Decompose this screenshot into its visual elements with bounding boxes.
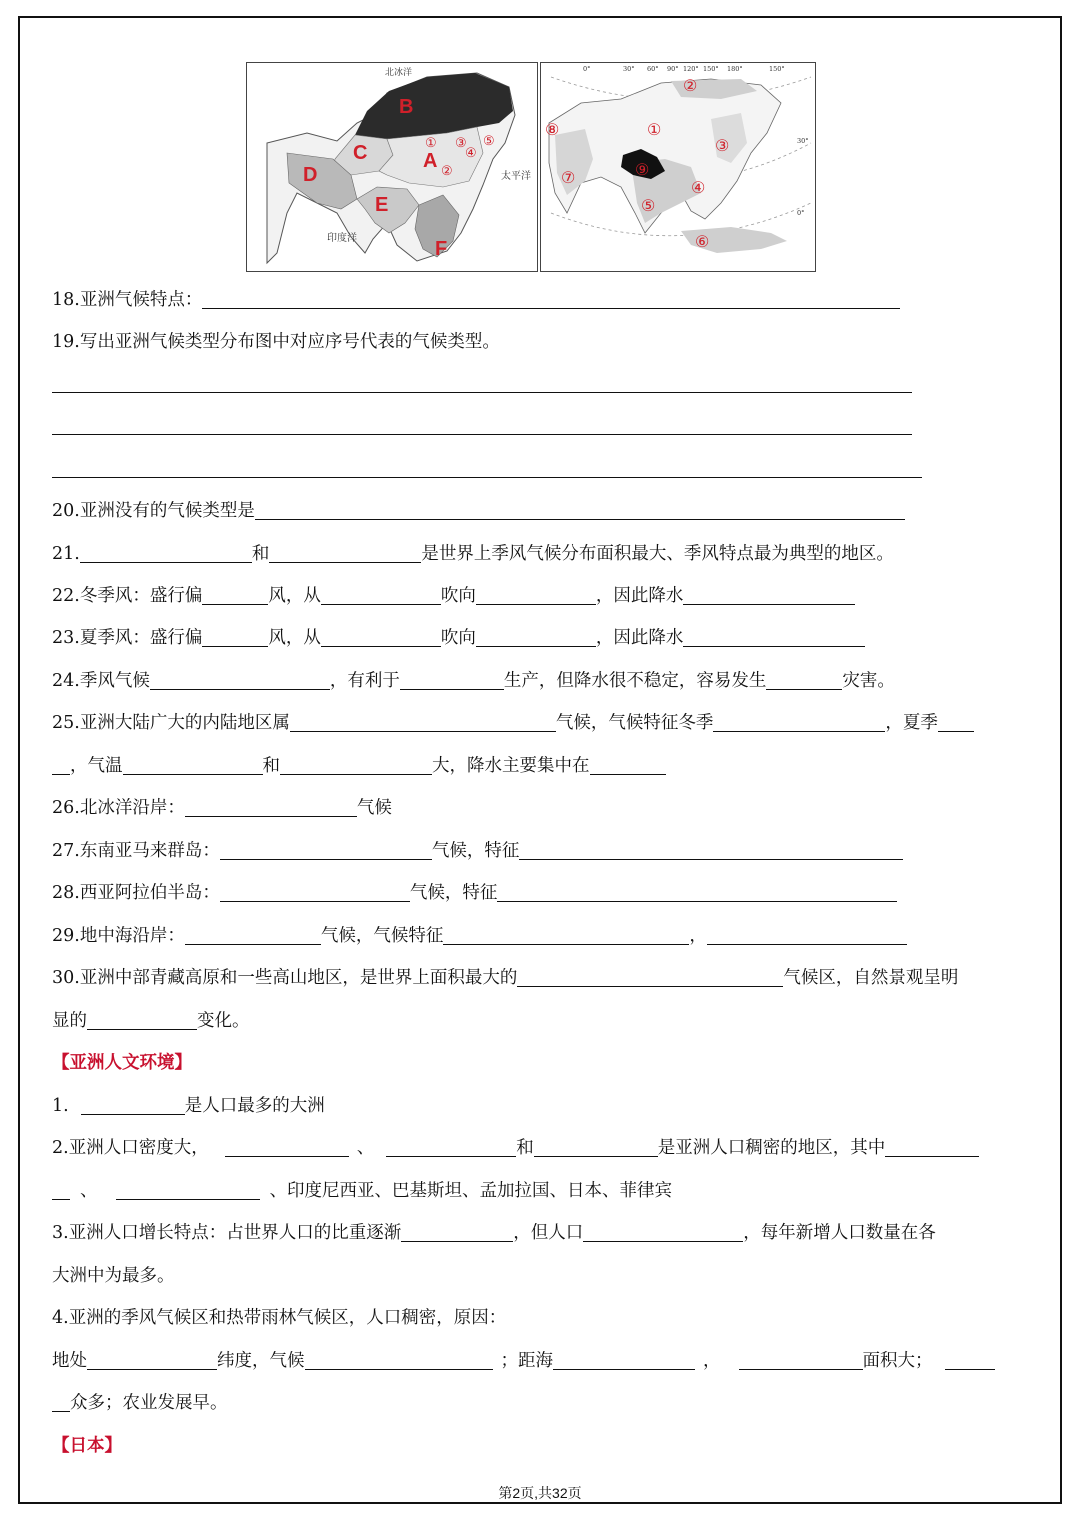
region-letter-b: B bbox=[399, 96, 414, 118]
arctic-ocean-label: 北冰洋 bbox=[385, 68, 413, 78]
human-question-2: 2.亚洲人口密度大， 、 和 是亚洲人口稠密的地区，其中 bbox=[52, 1136, 979, 1160]
answer-blank[interactable] bbox=[220, 883, 410, 902]
human-question-4: 4.亚洲的季风气候区和热带雨林气候区，人口稠密，原因： bbox=[52, 1308, 507, 1328]
answer-blank[interactable] bbox=[52, 1393, 70, 1412]
answer-blank[interactable] bbox=[290, 713, 556, 732]
answer-blank[interactable] bbox=[519, 841, 903, 860]
page-number: 第2页,共32页 bbox=[498, 1485, 582, 1501]
zone-number-6: ⑥ bbox=[695, 232, 710, 251]
answer-blank[interactable] bbox=[497, 883, 897, 902]
answer-blank[interactable] bbox=[885, 1138, 979, 1157]
answer-blank[interactable] bbox=[476, 586, 596, 605]
answer-blank[interactable] bbox=[400, 671, 504, 690]
asia-climate-map-drawing bbox=[541, 63, 815, 271]
answer-blank[interactable] bbox=[321, 586, 441, 605]
answer-blank[interactable] bbox=[517, 968, 783, 987]
degree-label-0n: 0° bbox=[797, 209, 805, 217]
human-question-2-cont: 、 、印度尼西亚、巴基斯坦、孟加拉国、日本、菲律宾 bbox=[52, 1179, 672, 1203]
answer-blank[interactable] bbox=[583, 1223, 743, 1242]
degree-label-150w: 150° bbox=[769, 65, 785, 73]
answer-blank[interactable] bbox=[116, 1181, 260, 1200]
question-27: 27.东南亚马来群岛： 气候，特征 bbox=[52, 839, 903, 863]
answer-line[interactable] bbox=[52, 434, 912, 435]
answer-blank[interactable] bbox=[534, 1138, 658, 1157]
question-24: 24.季风气候 ，有利于 生产，但降水很不稳定，容易发生 灾害。 bbox=[52, 671, 895, 691]
degree-label-150: 150° bbox=[703, 65, 719, 73]
question-18: 18.亚洲气候特点： bbox=[52, 288, 900, 312]
answer-blank[interactable] bbox=[945, 1351, 995, 1370]
pacific-ocean-label: 太平洋 bbox=[501, 171, 531, 182]
answer-blank[interactable] bbox=[80, 544, 252, 563]
answer-blank[interactable] bbox=[52, 756, 70, 775]
answer-blank[interactable] bbox=[305, 1351, 493, 1370]
degree-label-90: 90° bbox=[667, 65, 679, 73]
degree-label-120: 120° bbox=[683, 65, 699, 73]
question-19: 19.写出亚洲气候类型分布图中对应序号代表的气候类型。 bbox=[52, 332, 500, 352]
answer-blank[interactable] bbox=[225, 1138, 349, 1157]
indian-ocean-label: 印度洋 bbox=[327, 233, 357, 244]
degree-label-60: 60° bbox=[647, 65, 659, 73]
question-21: 21. 和 是世界上季风气候分布面积最大、季风特点最为典型的地区。 bbox=[52, 544, 894, 564]
answer-blank[interactable] bbox=[150, 671, 330, 690]
degree-label-0: 0° bbox=[583, 65, 591, 73]
region-letter-d: D bbox=[303, 164, 318, 186]
degree-label-30n: 30° bbox=[797, 137, 809, 145]
answer-blank[interactable] bbox=[553, 1351, 695, 1370]
human-question-4-reasons: 地处 纬度，气候 ；距海 ， 面积大； bbox=[52, 1349, 995, 1373]
answer-blank[interactable] bbox=[476, 628, 596, 647]
zone-number-3: ③ bbox=[715, 136, 730, 155]
human-question-3: 3.亚洲人口增长特点：占世界人口的比重逐渐 ，但人口 ，每年新增人口数量在各 bbox=[52, 1223, 936, 1243]
zone-number-7: ⑦ bbox=[561, 168, 576, 187]
zone-number-9: ⑨ bbox=[635, 160, 650, 179]
answer-blank[interactable] bbox=[202, 586, 268, 605]
region-letter-e: E bbox=[375, 194, 389, 216]
answer-blank[interactable] bbox=[683, 628, 865, 647]
question-23: 23.夏季风：盛行偏 风，从 吹向 ，因此降水 bbox=[52, 626, 865, 650]
answer-blank[interactable] bbox=[52, 1181, 70, 1200]
section-heading-human-environment: 【亚洲人文环境】 bbox=[52, 1053, 192, 1073]
question-25-cont: ，气温 和 大，降水主要集中在 bbox=[52, 754, 666, 778]
region-letter-c: C bbox=[353, 142, 368, 164]
answer-blank[interactable] bbox=[739, 1351, 863, 1370]
section-heading-japan: 【日本】 bbox=[52, 1436, 122, 1456]
region-number-5: ⑤ bbox=[483, 134, 495, 149]
question-30-cont: 显的 变化。 bbox=[52, 1011, 250, 1031]
answer-blank[interactable] bbox=[81, 1096, 185, 1115]
human-question-4-cont: 众多；农业发展早。 bbox=[52, 1391, 228, 1415]
answer-blank[interactable] bbox=[202, 628, 268, 647]
answer-blank[interactable] bbox=[713, 713, 885, 732]
answer-blank[interactable] bbox=[321, 628, 441, 647]
question-20: 20.亚洲没有的气候类型是 bbox=[52, 499, 905, 523]
region-number-4: ④ bbox=[465, 146, 477, 161]
answer-blank[interactable] bbox=[766, 671, 842, 690]
maps-figure bbox=[246, 62, 816, 272]
answer-blank[interactable] bbox=[938, 713, 974, 732]
answer-blank[interactable] bbox=[401, 1223, 513, 1242]
answer-blank[interactable] bbox=[202, 290, 900, 309]
answer-blank[interactable] bbox=[590, 756, 666, 775]
answer-blank[interactable] bbox=[443, 926, 689, 945]
answer-blank[interactable] bbox=[220, 841, 432, 860]
answer-blank[interactable] bbox=[87, 1011, 197, 1030]
question-25: 25.亚洲大陆广大的内陆地区属 气候，气候特征冬季 ，夏季 bbox=[52, 711, 974, 735]
question-26: 26.北冰洋沿岸： 气候 bbox=[52, 798, 392, 818]
answer-line[interactable] bbox=[52, 477, 922, 478]
question-22: 22.冬季风：盛行偏 风，从 吹向 ，因此降水 bbox=[52, 584, 855, 608]
question-30: 30.亚洲中部青藏高原和一些高山地区，是世界上面积最大的 气候区，自然景观呈明 bbox=[52, 968, 959, 988]
zone-number-4: ④ bbox=[691, 178, 706, 197]
region-number-3: ③ bbox=[455, 136, 467, 151]
zone-number-8: ⑧ bbox=[545, 120, 560, 139]
answer-blank[interactable] bbox=[269, 544, 421, 563]
asia-climate-map bbox=[540, 62, 816, 272]
answer-blank[interactable] bbox=[280, 756, 432, 775]
region-letter-f: F bbox=[435, 238, 448, 260]
degree-label-180: 180° bbox=[727, 65, 743, 73]
region-number-1: ① bbox=[425, 136, 437, 151]
asia-regions-map bbox=[246, 62, 538, 272]
answer-blank[interactable] bbox=[683, 586, 855, 605]
region-number-2: ② bbox=[441, 164, 453, 179]
question-29: 29.地中海沿岸： 气候，气候特征 ， bbox=[52, 924, 907, 948]
zone-number-1: ① bbox=[647, 120, 662, 139]
answer-blank[interactable] bbox=[707, 926, 907, 945]
answer-blank[interactable] bbox=[386, 1138, 516, 1157]
degree-label-30: 30° bbox=[623, 65, 635, 73]
zone-number-5: ⑤ bbox=[641, 196, 656, 215]
zone-number-2: ② bbox=[683, 76, 698, 95]
answer-blank[interactable] bbox=[255, 501, 905, 520]
answer-blank[interactable] bbox=[185, 926, 321, 945]
question-28: 28.西亚阿拉伯半岛： 气候，特征 bbox=[52, 881, 897, 905]
human-question-3-cont: 大洲中为最多。 bbox=[52, 1266, 175, 1286]
answer-blank[interactable] bbox=[185, 798, 357, 817]
human-question-1: 1. 是人口最多的大洲 bbox=[52, 1096, 325, 1116]
asia-regions-map-drawing bbox=[247, 63, 537, 271]
answer-blank[interactable] bbox=[87, 1351, 217, 1370]
region-letter-a: A bbox=[423, 150, 438, 172]
answer-line[interactable] bbox=[52, 392, 912, 393]
answer-blank[interactable] bbox=[123, 756, 263, 775]
